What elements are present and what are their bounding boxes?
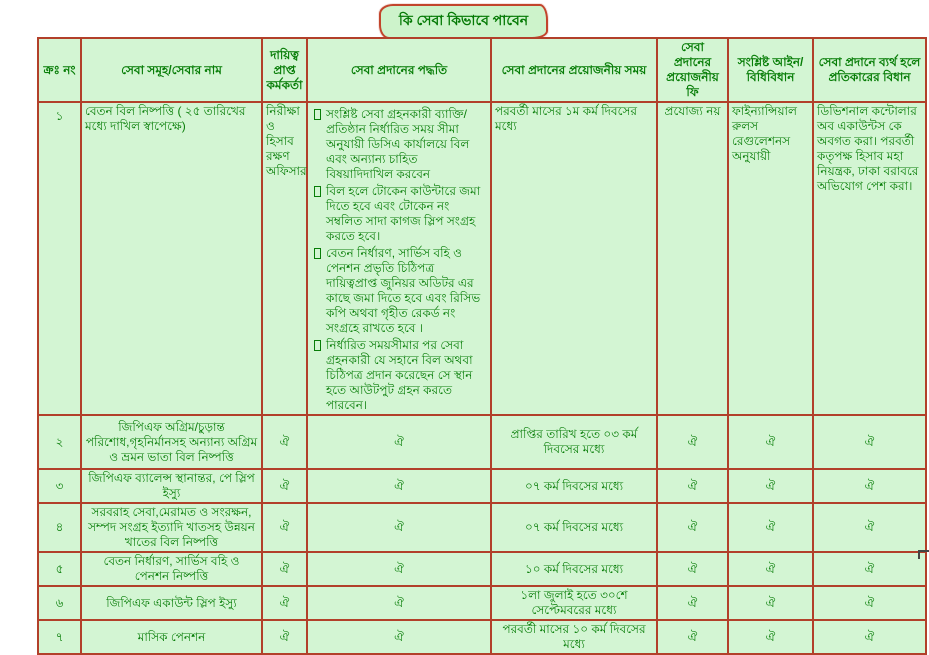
cell-time: ১০ কর্ম দিবসের মধ্যে [491, 552, 657, 586]
method-step-text: নির্ধারিত সময়সীমার পর সেবা গ্রহনকারী যে সহানে বিল অথবা চিঠিপত্র প্রদান করেছেন সে স্থান হতে আউটপুট গ্রহন করতে পারবেন। [326, 338, 473, 412]
table-row [38, 620, 926, 654]
cell-time: প্রাপ্তির তারিখ হতে ০৩ কর্ম দিবসের মধ্যে [491, 415, 657, 469]
cell-fee: ঐ [657, 503, 728, 552]
cell-method: ঐ [307, 503, 491, 552]
cell-fee: ঐ [657, 552, 728, 586]
header-serial: ক্রঃ নং [38, 38, 81, 102]
cell-law: ফাইন্যান্সিয়াল রুলস রেগুলেশনস অনুযায়ী [728, 102, 813, 415]
cell-serial: ১ [38, 102, 81, 415]
cell-method: ঐ [307, 552, 491, 586]
cell-method: ঐ [307, 415, 491, 469]
method-steps-list [311, 104, 487, 413]
cell-serial: ২ [38, 415, 81, 469]
method-step-text: সংশ্লিষ্ট সেবা গ্রহনকারী ব্যাক্তি/প্রতিষ্ঠান নির্ধারিত সময় সীমা অনুযায়ী ডিসিএ কার্যালয়ে বিল এবং অন্যান্য চাহিত বিষয়াদিদাখিল করবেন [326, 107, 470, 181]
cell-serial: ৭ [38, 620, 81, 654]
title-container [0, 4, 927, 39]
table-header-row [38, 38, 926, 102]
header-time: সেবা প্রদানের প্রয়োজনীয় সময় [491, 38, 657, 102]
cell-method: ঐ [307, 586, 491, 620]
header-service-name: সেবা সমূহ/সেবার নাম [81, 38, 262, 102]
cell-time: ০৭ কর্ম দিবসের মধ্যে [491, 503, 657, 552]
next-table-corner-fragment [918, 550, 929, 559]
table-row [38, 586, 926, 620]
header-law: সংশ্লিষ্ট আইন/বিধিবিধান [728, 38, 813, 102]
cell-serial: ৪ [38, 503, 81, 552]
method-step-text: বেতন নির্ধারণ, সার্ভিস বহি ও পেনশন প্রভৃতি চিঠিপত্র দায়িত্বপ্রাপ্ত জুনিয়র অডিটর এর কাছে জমা দিতে হবে এবং রিসিভ কপি অথবা গৃহীত রেকর্ড নং সংগ্রহে রাখতে হবে । [326, 246, 481, 335]
cell-officer: ঐ [262, 503, 307, 552]
cell-time: ১লা জুলাই হতে ৩০শে সেপ্টেমবরের মধ্যে [491, 586, 657, 620]
method-step [313, 338, 486, 413]
cell-service-name: মাসিক পেনশন [81, 620, 262, 654]
cell-remedy: ঐ [813, 469, 926, 503]
cell-service-name: বেতন নির্ধারণ, সার্ভিস বহি ও পেনশন নিষ্পত্তি [81, 552, 262, 586]
services-table [37, 37, 927, 655]
cell-law: ঐ [728, 503, 813, 552]
cell-remedy: ঐ [813, 552, 926, 586]
cell-law: ঐ [728, 620, 813, 654]
cell-fee: ঐ [657, 620, 728, 654]
table-row [38, 552, 926, 586]
table-row [38, 415, 926, 469]
method-step-text: বিল হলে টোকেন কাউন্টারে জমা দিতে হবে এবং টোকেন নং সম্বলিত সাদা কাগজ স্লিপ সংগ্রহ করতে হবে। [326, 184, 481, 243]
cell-officer: ঐ [262, 620, 307, 654]
cell-serial: ৬ [38, 586, 81, 620]
cell-officer: ঐ [262, 415, 307, 469]
method-step [313, 107, 486, 182]
method-step [313, 184, 486, 244]
cell-time: পরবর্তী মাসের ১০ কর্ম দিবসের মধ্যে [491, 620, 657, 654]
cell-service-name: জিপিএফ একাউন্ট স্লিপ ইস্যু [81, 586, 262, 620]
cell-remedy: ঐ [813, 586, 926, 620]
cell-officer: ঐ [262, 552, 307, 586]
page-title: কি সেবা কিভাবে পাবেন [379, 4, 548, 39]
table-row [38, 503, 926, 552]
cell-officer: ঐ [262, 469, 307, 503]
cell-service-name: জিপিএফ ব্যালেন্স স্থানান্তর, পে স্লিপ ইস্যু [81, 469, 262, 503]
cell-fee: ঐ [657, 469, 728, 503]
cell-officer: নিরীক্ষা ও হিসাব রক্ষণ অফিসার [262, 102, 307, 415]
header-method: সেবা প্রদানের পদ্ধতি [307, 38, 491, 102]
cell-method [307, 102, 491, 415]
cell-law: ঐ [728, 415, 813, 469]
cell-law: ঐ [728, 586, 813, 620]
square-bullet-icon [314, 248, 321, 259]
header-remedy: সেবা প্রদানে ব্যর্থ হলে প্রতিকারের বিধান [813, 38, 926, 102]
cell-remedy: ঐ [813, 503, 926, 552]
cell-service-name: সরবরাহ সেবা,মেরামত ও সংরক্ষন, সম্পদ সংগ্রহ ইত্যাদি খাতসহ উন্নয়ন খাতের বিল নিষ্পত্তি [81, 503, 262, 552]
cell-fee: প্রযোজ্য নয় [657, 102, 728, 415]
cell-remedy: ডিভিশনাল কন্টোলার অব একাউন্টস কে অবগত করা। পরবর্তী কতৃপক্ষ হিসাব মহা নিয়ন্ত্রক, ঢাকা বরাবরে অভিযোগ পেশ করা। [813, 102, 926, 415]
square-bullet-icon [314, 109, 321, 120]
square-bullet-icon [314, 186, 321, 197]
table-row [38, 102, 926, 415]
cell-method: ঐ [307, 469, 491, 503]
square-bullet-icon [314, 340, 321, 351]
cell-service-name: জিপিএফ অগ্রিম/চুড়ান্ত পরিশোধ,গৃহনির্মানসহ অন্যান্য অগ্রিম ও ভ্রমন ভাতা বিল নিষ্পত্তি [81, 415, 262, 469]
cell-time: ০৭ কর্ম দিবসের মধ্যে [491, 469, 657, 503]
cell-remedy: ঐ [813, 415, 926, 469]
cell-serial: ৫ [38, 552, 81, 586]
cell-time: পরবর্তী মাসের ১ম কর্ম দিবসের মধ্যে [491, 102, 657, 415]
cell-law: ঐ [728, 552, 813, 586]
header-fee: সেবা প্রদানের প্রয়োজনীয় ফি [657, 38, 728, 102]
cell-fee: ঐ [657, 586, 728, 620]
cell-fee: ঐ [657, 415, 728, 469]
cell-law: ঐ [728, 469, 813, 503]
cell-service-name: বেতন বিল নিষ্পত্তি ( ২৫ তারিখের মধ্যে দাখিল স্বাপেক্ষে) [81, 102, 262, 415]
cell-remedy: ঐ [813, 620, 926, 654]
method-step [313, 246, 486, 336]
cell-serial: ৩ [38, 469, 81, 503]
header-officer: দায়িত্ব প্রাপ্ত কর্মকর্তা [262, 38, 307, 102]
cell-officer: ঐ [262, 586, 307, 620]
table-row [38, 469, 926, 503]
cell-method: ঐ [307, 620, 491, 654]
